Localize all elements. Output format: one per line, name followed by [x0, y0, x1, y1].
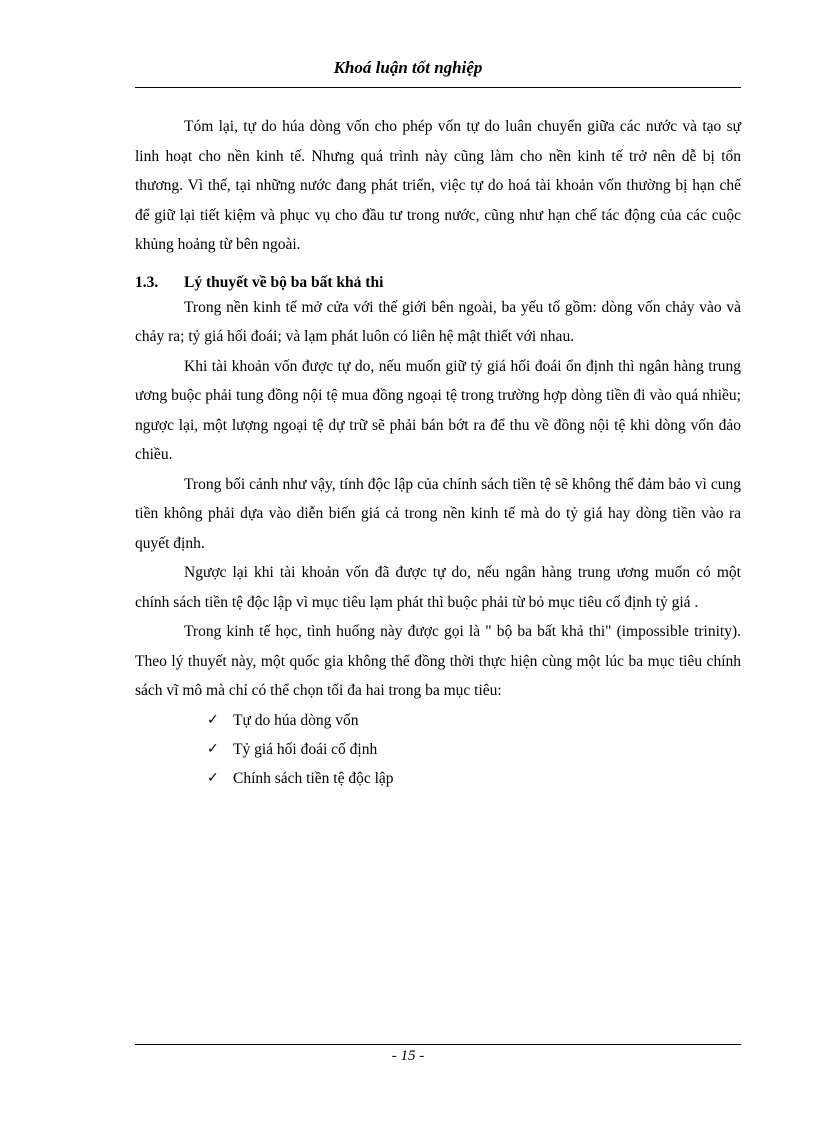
section-heading — [135, 272, 741, 293]
list-item — [207, 764, 741, 793]
list-item — [207, 706, 741, 735]
paragraph-inflation-target: Ngược lại khi tài khoản vốn đã được tự do, nếu ngân hàng trung ương muốn có một chính sách tiền tệ độc lập vì mục tiêu lạm phát thì buộc phải từ bỏ mục tiêu cố định tỷ giá . — [135, 564, 741, 611]
footer-rule — [135, 1044, 741, 1045]
list-item — [207, 735, 741, 764]
paragraph-summary: Tóm lại, tự do húa dòng vốn cho phép vốn tự do luân chuyển giữa các nước và tạo sự linh hoạt cho nền kinh tế. Nhưng quá trình này cũng làm cho nền kinh tế trở nên dễ bị tổn thương. Vì thế, tại những nước đang phát triển, việc tự do hoá tài khoản vốn thường bị hạn chế để giữ lại tiết kiệm và phục vụ cho đầu tư trong nước, cũng như hạn chế tác động của các cuộc khủng hoảng từ bên ngoài. — [135, 118, 741, 253]
check-mark-icon: ✓ — [207, 711, 219, 728]
page-content — [135, 112, 741, 793]
header-rule — [135, 87, 741, 88]
page-number: - 15 - — [391, 1048, 425, 1064]
page-header-title: Khoá luận tốt nghiệp — [333, 58, 483, 77]
list-item-text: Chính sách tiền tệ độc lập — [233, 769, 394, 787]
list-item-text: Tự do húa dòng vốn — [233, 711, 359, 729]
paragraph-impossible-trinity: Trong kinh tế học, tình huống này được gọi là " bộ ba bất khả thi" (impossible trinity). Theo lý thuyết này, một quốc gia không thể đồng thời thực hiện cùng một lúc ba mục tiêu chính sách vĩ mô mà chỉ có thể chọn tối đa hai trong ba mục tiêu: — [135, 623, 741, 699]
paragraph-capital-account: Khi tài khoản vốn được tự do, nếu muốn giữ tỷ giá hối đoái ổn định thì ngân hàng trung ương buộc phải tung đồng nội tệ mua đồng ngoại tệ trong trường hợp dòng tiền đi vào quá nhiều; ngược lại, một lượng ngoại tệ dự trữ sẽ phải bán bớt ra để thu về đồng nội tệ khi dòng vốn đảo chiều. — [135, 357, 741, 463]
section-number: 1.3. — [135, 273, 159, 291]
paragraph-monetary-independence: Trong bối cảnh như vậy, tính độc lập của chính sách tiền tệ sẽ không thể đảm bảo vì cung tiền không phải dựa vào diễn biến giá cả trong nền kinh tế mà do tỷ giá hay dòng tiền vào ra quyết định. — [135, 475, 741, 552]
check-mark-icon: ✓ — [207, 769, 219, 786]
trinity-checklist — [135, 706, 741, 793]
list-item-text: Tỷ giá hối đoái cố định — [233, 740, 378, 758]
section-title: Lý thuyết về bộ ba bất khả thi — [184, 273, 384, 291]
paragraph-open-economy: Trong nền kinh tế mở cửa với thế giới bên ngoài, ba yếu tố gồm: dòng vốn chảy vào và chảy ra; tỷ giá hối đoái; và lạm phát luôn có liên hệ mật thiết với nhau. — [135, 298, 741, 345]
check-mark-icon: ✓ — [207, 740, 219, 757]
